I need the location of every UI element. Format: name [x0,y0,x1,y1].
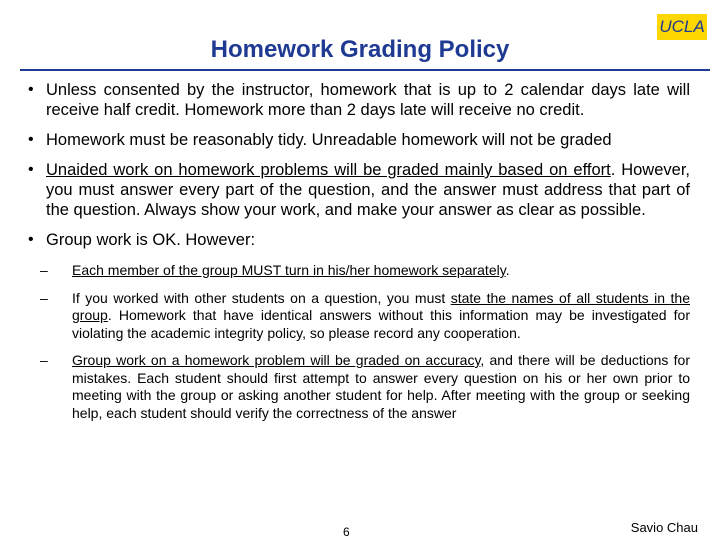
sub-text: . Homework that have identical answers without this information may be investigated for violating the academic integrity policy, so please record any cooperation. [72,307,690,341]
page-title [0,36,720,64]
sub-item-separate-turn-in [26,262,690,280]
bullet-text: Homework must be reasonably tidy. Unreadable homework will not be graded [46,131,612,149]
title-divider [20,69,710,71]
dash-icon: – [40,262,48,278]
ucla-logo: UCLA [657,14,707,40]
policy-content [26,80,690,432]
bullet-tidiness [26,130,690,150]
bullet-text: . However, you must answer every part of the question, and the answer must address that part of the question. Always show your work, and make your answer as clear as possible. [46,161,690,219]
dash-icon: – [40,289,48,306]
bullet-underlined-text: Unaided work on homework problems will be graded mainly based on effort [46,161,611,179]
bullet-text: Group work is OK. However: [46,231,256,249]
sub-text: . [505,262,510,278]
bullet-dot-icon: • [28,231,34,248]
dash-icon: – [40,352,48,368]
bullet-late-policy [26,80,690,120]
sub-underlined-text: Each member of the group MUST turn in his/her homework separately [72,262,506,278]
sub-underlined-text: state the names of all students in the group [72,289,690,323]
bullet-group-work [26,230,690,250]
page-number: 6 [343,525,350,539]
sub-item-accuracy-grading [26,352,690,422]
page-title-text: Homework Grading Policy [210,36,510,63]
bullet-dot-icon: • [28,81,34,98]
bullet-dot-icon: • [28,131,34,148]
bullet-dot-icon: • [28,161,34,178]
sub-underlined-text: Group work on a homework problem will be graded on accuracy [72,352,481,368]
sub-text: , and there will be deductions for mistakes. Each student should first attempt to answer every question on his or her own prior to meeting with the group or asking another student for help. After meeting with the group or seeking help, each student should verify the correctness of the answer [72,352,690,421]
bullet-text: Unless consented by the instructor, homework that is up to 2 calendar days late will receive half credit. Homework more than 2 days late will receive no credit. [46,81,690,119]
footer-author: Savio Chau [630,520,698,535]
sub-text: If you worked with other students on a question, you must [72,289,451,306]
bullet-effort-grading [26,160,690,220]
sub-item-state-names [26,290,690,343]
